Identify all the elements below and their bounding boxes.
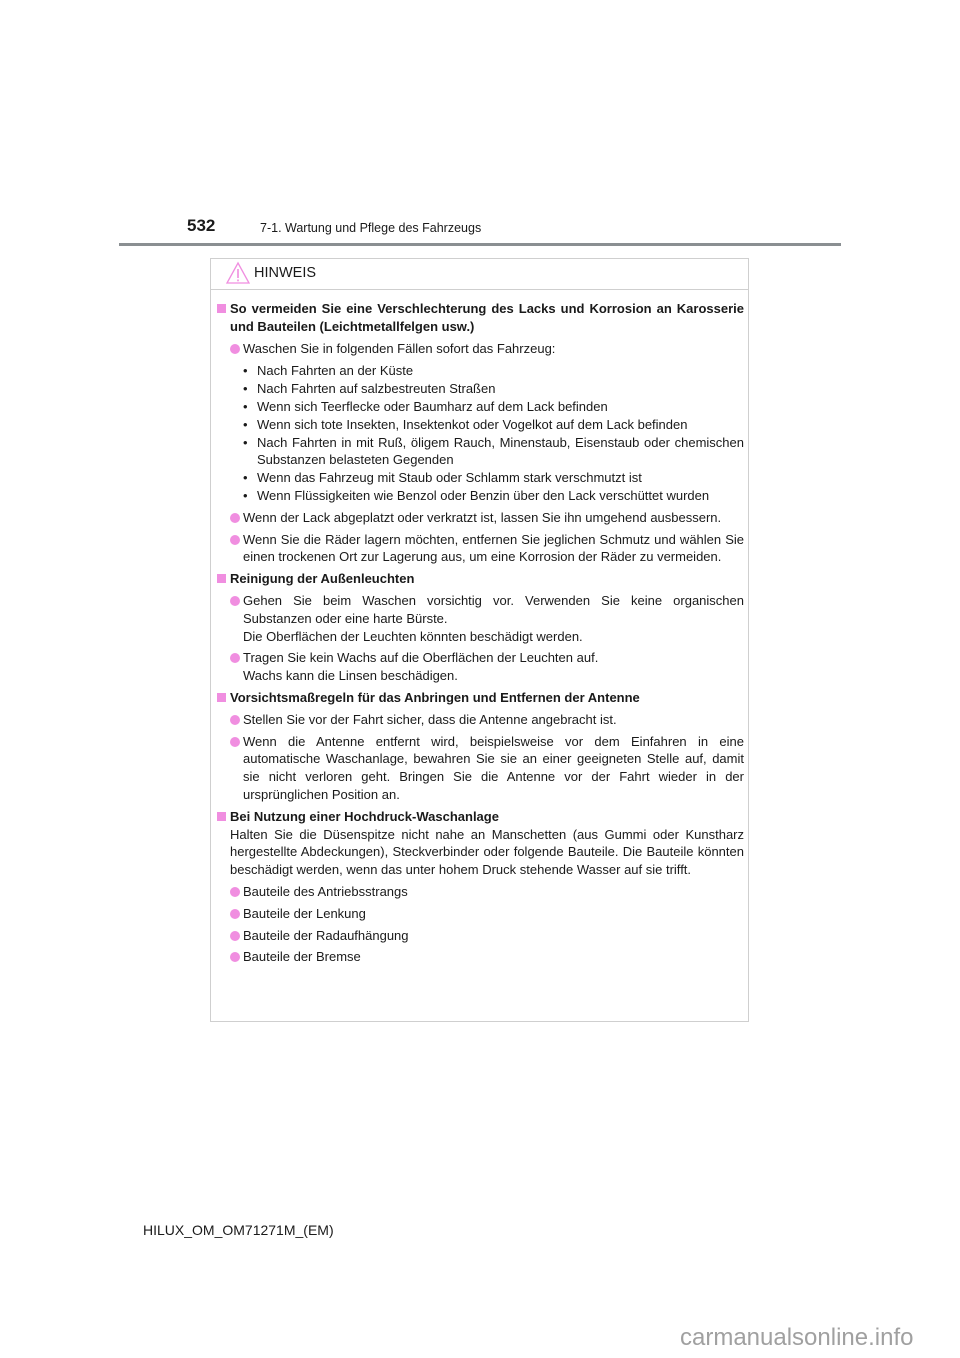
bullet-text: Gehen Sie beim Waschen vorsichtig vor. Verwenden Sie keine organischen Substanzen oder eine harte Bürste. [243,592,744,626]
bullet-item [217,649,744,685]
notice-box [210,258,749,1022]
watermark: carmanualsonline.info [680,1324,914,1351]
bullet-text: Wenn Sie die Räder lagern möchten, entfernen Sie jeglichen Schmutz und wählen Sie einen trockenen Ort zur Lagerung aus, um eine Korrosion der Räder zu vermeiden. [243,531,744,565]
bullet-item [217,883,744,901]
bullet-text: Bauteile der Lenkung [243,905,366,921]
warning-triangle-icon [225,261,251,285]
bullet-item [217,733,744,804]
bullet-text-2: Die Oberflächen der Leuchten könnten beschädigt werden. [243,628,583,644]
bullet-item [217,905,744,923]
sub-item: • Wenn sich Teerflecke oder Baumharz auf dem Lack befinden [243,398,744,416]
sub-item: • Nach Fahrten in mit Ruß, öligem Rauch, Minenstaub, Eisenstaub oder chemischen Substanzen belasteten Gegenden [243,434,744,470]
notice-content [217,300,744,966]
page-number: 532 [187,216,216,235]
bullet-item [217,340,744,358]
sub-item: • Nach Fahrten an der Küste [243,362,744,380]
sub-item: • Wenn das Fahrzeug mit Staub oder Schlamm stark verschmutzt ist [243,469,744,487]
bullet-text: Bauteile der Bremse [243,949,361,965]
document-id: HILUX_OM_OM71271M_(EM) [143,1222,334,1238]
header-rule [119,243,841,246]
bullet-text: Waschen Sie in folgenden Fällen sofort das Fahrzeug: [243,340,556,356]
bullet-text: Wenn die Antenne entfernt wird, beispielsweise vor dem Einfahren in eine automatische Waschanlage, bewahren Sie sie an einer geeigneten Stelle auf, damit sie nicht verloren geht. Bringen Sie die Antenne vor der Fahrt wieder in der ursprünglichen Position an. [243,733,744,802]
section-heading: Vorsichtsmaßregeln für das Anbringen und Entfernen der Antenne [217,689,744,707]
section-heading: So vermeiden Sie eine Verschlechterung des Lacks und Korrosion an Karosserie und Bauteilen (Leichtmetallfelgen usw.) [217,300,744,336]
bullet-text: Bauteile der Radaufhängung [243,927,409,943]
bullet-text: Wenn der Lack abgeplatzt oder verkratzt ist, lassen Sie ihn umgehend ausbessern. [243,509,722,525]
bullet-text-2: Wachs kann die Linsen beschädigen. [243,668,458,684]
sub-item: • Wenn Flüssigkeiten wie Benzol oder Benzin über den Lack verschüttet wurden [243,487,744,505]
bullet-item [217,592,744,645]
bullet-item [217,927,744,945]
section-heading: Bei Nutzung einer Hochdruck-Waschanlage [217,808,744,826]
sub-item: • Wenn sich tote Insekten, Insektenkot oder Vogelkot auf dem Lack befinden [243,416,744,434]
notice-header [211,259,748,290]
sub-list [243,362,744,504]
section-heading: Reinigung der Außenleuchten [217,570,744,588]
section-title: 7-1. Wartung und Pflege des Fahrzeugs [260,221,482,235]
bullet-item [217,711,744,729]
bullet-item [217,509,744,527]
bullet-item [217,531,744,567]
paragraph: Halten Sie die Düsenspitze nicht nahe an Manschetten (aus Gummi oder Kunstharz hergestellte Abdeckungen), Steckverbinder oder folgende Bauteile. Die Bauteile könnten beschädigt werden, wenn das unter hohem Druck stehende Wasser auf sie trifft. [230,826,744,878]
bullet-text: Tragen Sie kein Wachs auf die Oberflächen der Leuchten auf. [243,650,599,666]
bullet-text: Stellen Sie vor der Fahrt sicher, dass die Antenne angebracht ist. [243,711,617,727]
bullet-text: Bauteile des Antriebsstrangs [243,883,408,899]
sub-item: • Nach Fahrten auf salzbestreuten Straßen [243,380,744,398]
notice-title: HINWEIS [254,265,317,281]
bullet-item [217,948,744,966]
